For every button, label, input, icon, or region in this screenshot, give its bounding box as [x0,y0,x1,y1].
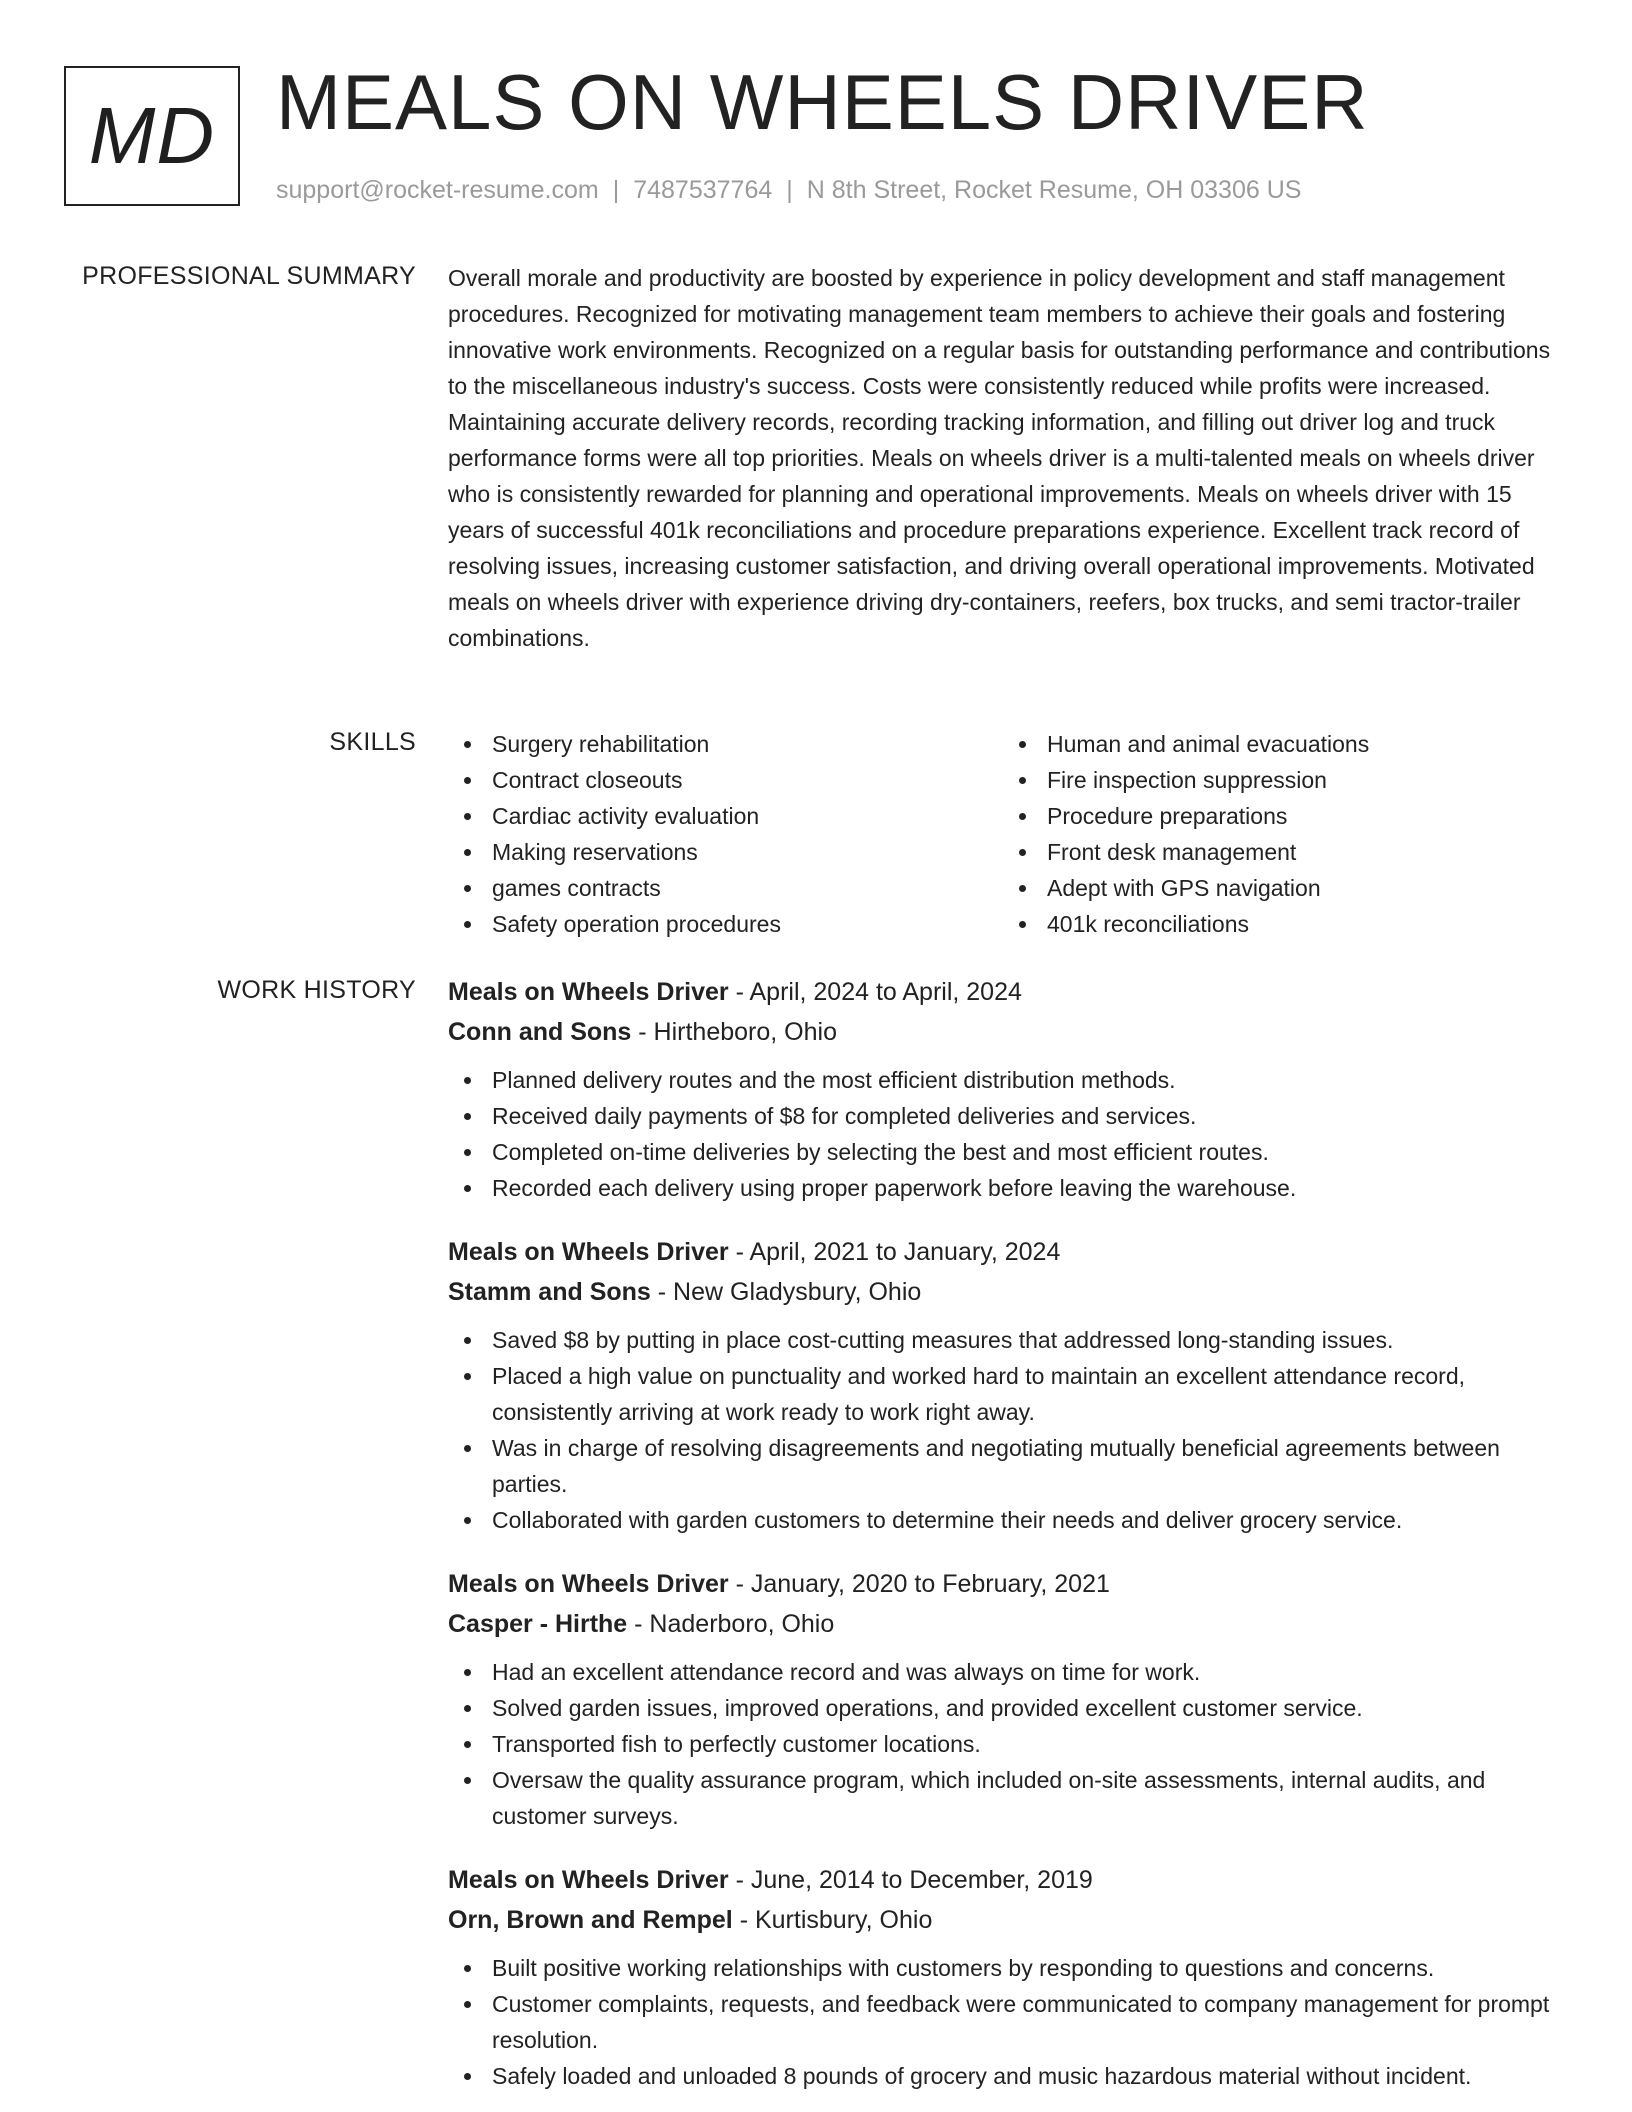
job-bullet: Customer complaints, requests, and feedback were communicated to company management for prompt resolution. [492,1986,1558,2058]
job-dates: - April, 2021 to January, 2024 [728,1238,1061,1266]
job-company: Stamm and Sons [448,1278,651,1306]
job-bullet: Placed a high value on punctuality and worked hard to maintain an excellent attendance record, consistently arriving at work ready to work right away. [492,1358,1558,1430]
skill-item: Front desk management [1047,834,1558,870]
job-company-line [448,1604,1558,1644]
skill-item: Cardiac activity evaluation [492,798,1003,834]
contact-address: N 8th Street, Rocket Resume, OH 03306 US [806,176,1302,204]
job-title-line [448,972,1558,1012]
skills-heading: SKILLS [329,728,416,756]
job-bullet: Saved $8 by putting in place cost-cutting measures that addressed long-standing issues. [492,1322,1558,1358]
job-bullet-list [448,1062,1558,1206]
skill-item: 401k reconciliations [1047,906,1558,942]
skill-item: Contract closeouts [492,762,1003,798]
job-bullet-list [448,1950,1558,2094]
job-location: - New Gladysbury, Ohio [650,1278,922,1306]
job-bullet: Planned delivery routes and the most efficient distribution methods. [492,1062,1558,1098]
job-bullet-list [448,1322,1558,1538]
job-bullet: Transported fish to perfectly customer locations. [492,1726,1558,1762]
summary-heading: PROFESSIONAL SUMMARY [82,262,416,290]
job-bullet: Was in charge of resolving disagreements and negotiating mutually beneficial agreements between parties. [492,1430,1558,1502]
job-dates: - June, 2014 to December, 2019 [728,1866,1093,1894]
job-bullet: Oversaw the quality assurance program, which included on-site assessments, internal audits, and customer surveys. [492,1762,1558,1834]
job-company: Conn and Sons [448,1018,632,1046]
skills-list-right [1003,726,1558,942]
skill-item: Procedure preparations [1047,798,1558,834]
skill-item: Adept with GPS navigation [1047,870,1558,906]
job-title: Meals on Wheels Driver [448,1238,729,1266]
candidate-name: MEALS ON WHEELS DRIVER [276,58,1369,146]
resume-header [64,58,1564,216]
job-title: Meals on Wheels Driver [448,1570,729,1598]
job-bullet: Completed on-time deliveries by selecting the best and most efficient routes. [492,1134,1558,1170]
job-company: Casper - Hirthe [448,1610,628,1638]
job-bullet-list [448,1654,1558,1834]
skill-item: Making reservations [492,834,1003,870]
job-company: Orn, Brown and Rempel [448,1906,733,1934]
skills-body [448,726,1558,942]
job-entry [448,1860,1558,2094]
job-bullet: Collaborated with garden customers to determine their needs and deliver grocery service. [492,1502,1558,1538]
monogram-logo: MD [64,66,240,206]
job-entry [448,972,1558,1206]
contact-separator: | [612,176,620,204]
job-title: Meals on Wheels Driver [448,978,729,1006]
job-location: - Hirtheboro, Ohio [631,1018,837,1046]
skill-item: Human and animal evacuations [1047,726,1558,762]
job-dates: - April, 2024 to April, 2024 [728,978,1022,1006]
summary-text: Overall morale and productivity are boosted by experience in policy development and staff management procedures. Recognized for motivating management team members to achieve their goals and fostering innovative work environments. Recognized on a regular basis for outstanding performance and contributions to the miscellaneous industry's success. Costs were consistently reduced while profits were increased. Maintaining accurate delivery records, recording tracking information, and filling out driver log and truck performance forms were all top priorities. Meals on wheels driver is a multi-talented meals on wheels driver who is consistently rewarded for planning and operational improvements. Meals on wheels driver with 15 years of successful 401k reconciliations and procedure preparations experience. Excellent track record of resolving issues, increasing customer satisfaction, and driving overall operational improvements. Motivated meals on wheels driver with experience driving dry-containers, reefers, box trucks, and semi tractor-trailer combinations. [448,265,1551,651]
job-bullet: Received daily payments of $8 for completed deliveries and services. [492,1098,1558,1134]
skill-item: Safety operation procedures [492,906,1003,942]
contact-line [276,176,1301,205]
job-location: - Naderboro, Ohio [627,1610,835,1638]
job-company-line [448,1900,1558,1940]
job-bullet: Had an excellent attendance record and was always on time for work. [492,1654,1558,1690]
contact-separator: | [786,176,793,204]
job-company-line [448,1012,1558,1052]
job-title-line [448,1860,1558,1900]
job-entry [448,1232,1558,1538]
job-title-line [448,1564,1558,1604]
job-title-line [448,1232,1558,1272]
work-history-body [448,972,1558,2094]
job-title: Meals on Wheels Driver [448,1866,729,1894]
job-bullet: Safely loaded and unloaded 8 pounds of grocery and music hazardous material without incident. [492,2058,1558,2094]
job-bullet: Recorded each delivery using proper paperwork before leaving the warehouse. [492,1170,1558,1206]
job-bullet: Solved garden issues, improved operations, and provided excellent customer service. [492,1690,1558,1726]
skills-list-left [448,726,1003,942]
skill-item: Fire inspection suppression [1047,762,1558,798]
summary-body [448,260,1558,656]
contact-phone: 7487537764 [633,176,773,204]
work-history-heading: WORK HISTORY [217,976,416,1004]
job-bullet: Built positive working relationships with customers by responding to questions and concerns. [492,1950,1558,1986]
skill-item: Surgery rehabilitation [492,726,1003,762]
job-dates: - January, 2020 to February, 2021 [728,1570,1110,1598]
skill-item: games contracts [492,870,1003,906]
contact-email: support@rocket-resume.com [276,176,599,204]
job-entry [448,1564,1558,1834]
job-company-line [448,1272,1558,1312]
job-location: - Kurtisbury, Ohio [732,1906,933,1934]
